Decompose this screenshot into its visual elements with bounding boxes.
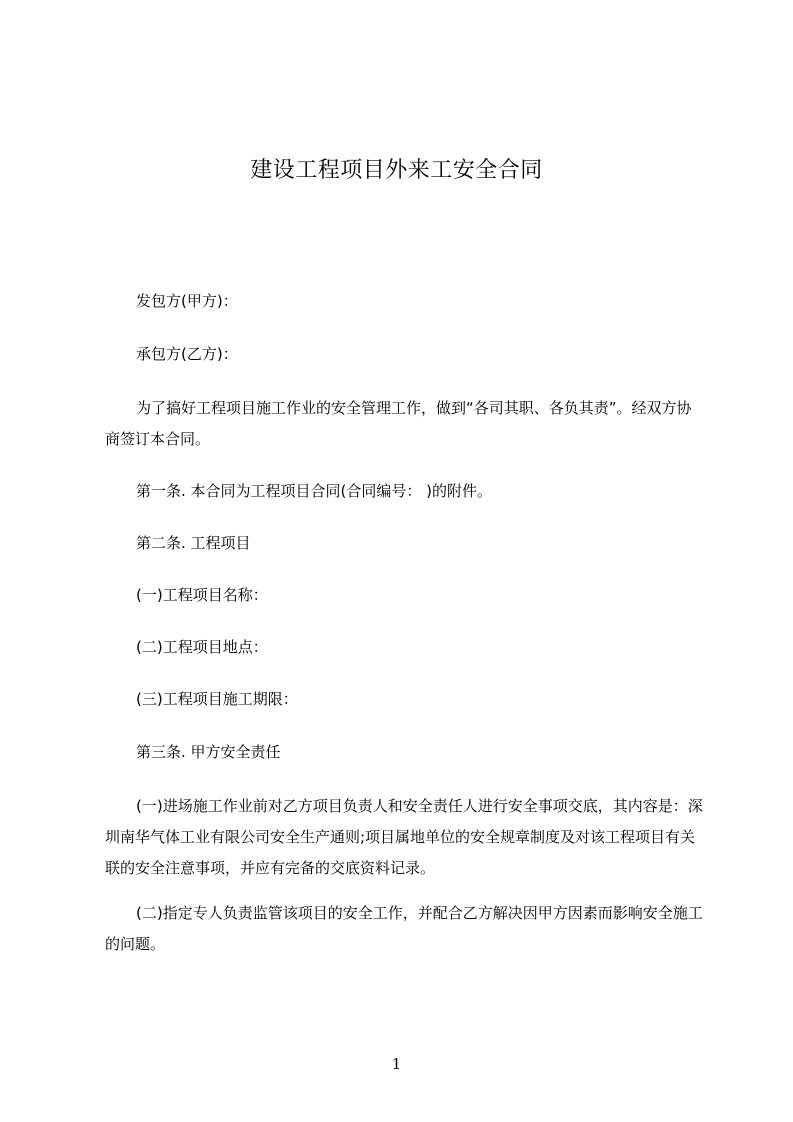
page-number: 1 — [391, 1055, 402, 1073]
paragraph-text: 承包方(乙方)： — [136, 345, 238, 363]
paragraph-text: (二)指定专人负责监管该项目的安全工作，并配合乙方解决因甲方因素而影响安全施工的问题。 — [105, 904, 703, 953]
article-three-heading — [105, 737, 705, 768]
paragraph-text: (二)工程项目地点： — [136, 638, 268, 656]
party-a-line — [105, 286, 705, 317]
party-b-line — [105, 339, 705, 370]
paragraph-text: (一)工程项目名称： — [136, 586, 268, 604]
project-name-line — [105, 580, 705, 611]
paragraph-text: 第一条. 本合同为工程项目合同(合同编号： )的附件。 — [136, 482, 493, 500]
paragraph-text: (三)工程项目施工期限： — [136, 690, 298, 708]
article-three-item-two — [105, 898, 705, 960]
article-two-heading — [105, 528, 705, 559]
article-one — [105, 476, 705, 507]
document-title: 建设工程项目外来工安全合同 — [250, 157, 543, 183]
paragraph-text: 发包方(甲方)： — [136, 292, 238, 310]
paragraph-text: 第三条. 甲方安全责任 — [136, 743, 281, 761]
project-location-line — [105, 632, 705, 663]
paragraph-text: 为了搞好工程项目施工作业的安全管理工作，做到“各司其职、各负其责”。经双方协商签订本合同。 — [105, 399, 692, 448]
paragraph-text: (一)进场施工作业前对乙方项目负责人和安全责任人进行安全事项交底，其内容是：深圳南华气体工业有限公司安全生产通则;项目属地单位的安全规章制度及对该工程项目有关联的安全注意事项，并应有完备的交底资料记录。 — [105, 797, 703, 877]
paragraph-text: 第二条. 工程项目 — [136, 534, 251, 552]
preamble-paragraph — [105, 393, 705, 455]
article-three-item-one — [105, 791, 705, 884]
project-period-line — [105, 684, 705, 715]
